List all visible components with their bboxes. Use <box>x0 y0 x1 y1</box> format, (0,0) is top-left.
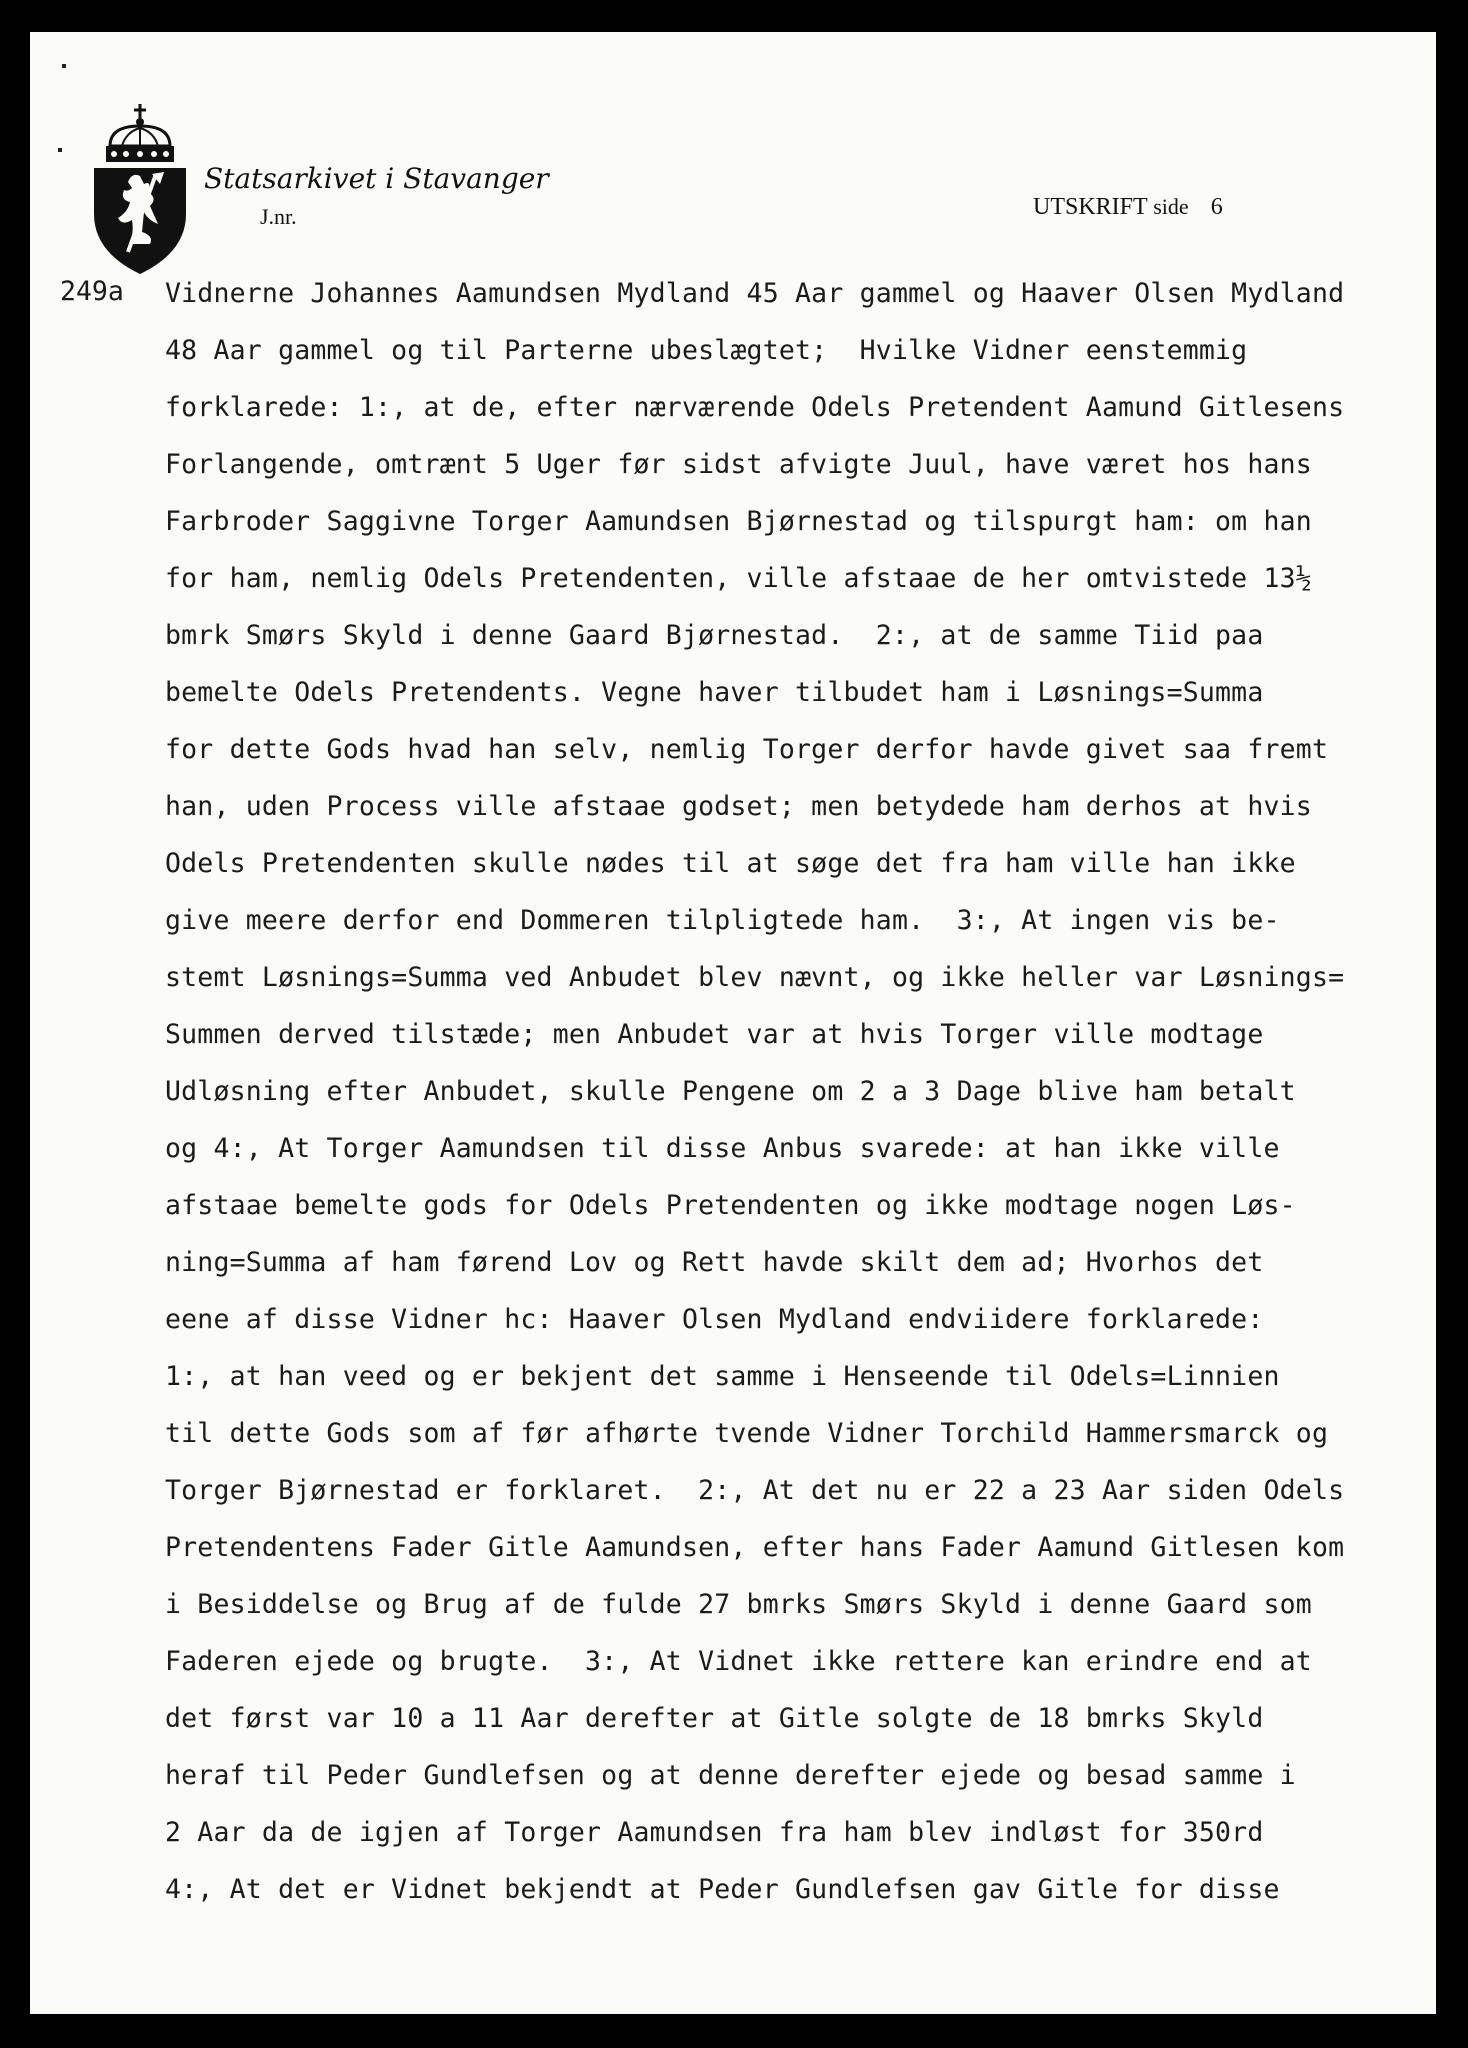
journal-number-label: J.nr. <box>260 204 297 229</box>
text-line: Odels Pretendenten skulle nødes til at søge det fra ham ville han ikke <box>165 848 1296 879</box>
text-line: ning=Summa af ham førend Lov og Rett havde skilt dem ad; Hvorhos det <box>165 1247 1264 1278</box>
text-line: 4:, At det er Vidnet bekjendt at Peder Gundlefsen gav Gitle for disse <box>165 1874 1280 1905</box>
text-line: Summen derved tilstæde; men Anbudet var at hvis Torger ville modtage <box>165 1019 1264 1050</box>
text-line: stemt Løsnings=Summa ved Anbudet blev nævnt, og ikke heller var Løsnings= <box>165 962 1345 993</box>
margin-reference: 249a <box>60 276 124 307</box>
utskrift-header <box>1033 194 1223 221</box>
norwegian-coat-of-arms-icon <box>88 102 192 278</box>
scan-speck <box>58 148 62 152</box>
side-label: side <box>1153 194 1189 219</box>
text-line: til dette Gods som af før afhørte tvende Vidner Torchild Hammersmarck og <box>165 1418 1329 1449</box>
text-line: i Besiddelse og Brug af de fulde 27 bmrks Smørs Skyld i denne Gaard som <box>165 1589 1312 1620</box>
text-line: 48 Aar gammel og til Parterne ubeslægtet; Hvilke Vidner eenstemmig <box>165 335 1248 366</box>
archive-name: Statsarkivet i Stavanger <box>204 162 549 195</box>
text-line: eene af disse Vidner hc: Haaver Olsen Mydland endviidere forklarede: <box>165 1304 1264 1335</box>
text-line: forklarede: 1:, at de, efter nærværende Odels Pretendent Aamund Gitlesens <box>165 392 1345 423</box>
text-line: for dette Gods hvad han selv, nemlig Torger derfor havde givet saa fremt <box>165 734 1329 765</box>
text-line: bemelte Odels Pretendents. Vegne haver tilbudet ham i Løsnings=Summa <box>165 677 1264 708</box>
text-line: for ham, nemlig Odels Pretendenten, ville afstaae de her omtvistede 13½ <box>165 563 1312 594</box>
text-line: give meere derfor end Dommeren tilpligtede ham. 3:, At ingen vis be- <box>165 905 1280 936</box>
scan-border-bottom <box>0 2014 1468 2048</box>
scan-speck <box>62 64 66 68</box>
text-line: han, uden Process ville afstaae godset; men betydede ham derhos at hvis <box>165 791 1312 822</box>
text-line: Torger Bjørnestad er forklaret. 2:, At det nu er 22 a 23 Aar siden Odels <box>165 1475 1345 1506</box>
text-line: og 4:, At Torger Aamundsen til disse Anbus svarede: at han ikke ville <box>165 1133 1280 1164</box>
text-line: Forlangende, omtrænt 5 Uger før sidst afvigte Juul, have været hos hans <box>165 449 1312 480</box>
scan-border-top <box>0 0 1468 32</box>
text-line: Vidnerne Johannes Aamundsen Mydland 45 Aar gammel og Haaver Olsen Mydland <box>165 278 1345 309</box>
text-line: afstaae bemelte gods for Odels Pretendenten og ikke modtage nogen Løs- <box>165 1190 1296 1221</box>
text-line: heraf til Peder Gundlefsen og at denne derefter ejede og besad samme i <box>165 1760 1296 1791</box>
scan-border-right <box>1436 0 1468 2048</box>
text-line: Udløsning efter Anbudet, skulle Pengene om 2 a 3 Dage blive ham betalt <box>165 1076 1296 1107</box>
text-line: det først var 10 a 11 Aar derefter at Gitle solgte de 18 bmrks Skyld <box>165 1703 1264 1734</box>
text-line: 1:, at han veed og er bekjent det samme i Henseende til Odels=Linnien <box>165 1361 1280 1392</box>
text-line: bmrk Smørs Skyld i denne Gaard Bjørnestad. 2:, at de samme Tiid paa <box>165 620 1264 651</box>
text-line: Farbroder Saggivne Torger Aamundsen Bjørnestad og tilspurgt ham: om han <box>165 506 1312 537</box>
utskrift-label: UTSKRIFT <box>1033 194 1148 220</box>
text-line: 2 Aar da de igjen af Torger Aamundsen fra ham blev indløst for 350rd <box>165 1817 1264 1848</box>
text-line: Faderen ejede og brugte. 3:, At Vidnet ikke rettere kan erindre end at <box>165 1646 1312 1677</box>
text-line: Pretendentens Fader Gitle Aamundsen, efter hans Fader Aamund Gitlesen kom <box>165 1532 1345 1563</box>
scan-border-left <box>0 0 30 2048</box>
page-number: 6 <box>1210 194 1223 220</box>
